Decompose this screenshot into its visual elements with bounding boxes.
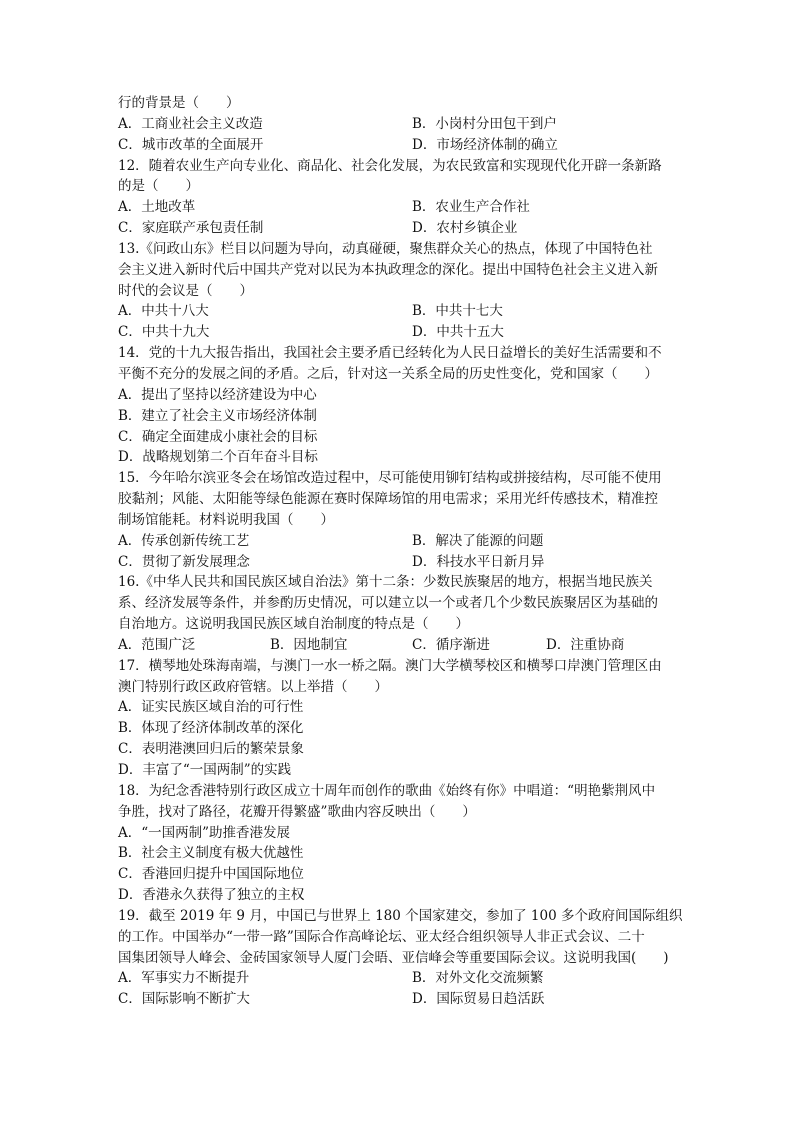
question-12 (118, 156, 678, 239)
option-d: D．国际贸易日趋活跃 (412, 991, 545, 1008)
option-a: A．传承创新传统工艺 (118, 532, 250, 549)
question-text: 的工作。中国举办“一带一路”国际合作高峰论坛、亚太经合组织领导人非正式会议、二十 (118, 928, 645, 945)
option-a: A．“一国两制”助推香港发展 (118, 824, 291, 841)
question-text: 14．党的十九大报告指出，我国社会主要矛盾已经转化为人民日益增长的美好生活需要和不 (118, 345, 662, 362)
option-b: B．建立了社会主义市场经济体制 (118, 407, 317, 424)
option-c: C．表明港澳回归后的繁荣景象 (118, 741, 304, 758)
option-a: A．证实民族区域自治的可行性 (118, 699, 304, 716)
option-b: B．体现了经济体制改革的深化 (118, 720, 304, 737)
option-c: C．贯彻了新发展理念 (118, 553, 250, 570)
option-d: D．市场经济体制的确立 (412, 136, 558, 153)
question-text: 13.《问政山东》栏目以问题为导向，动真碰硬，聚焦群众关心的热点，体现了中国特色社 (118, 240, 653, 257)
option-c: C．国际影响不断扩大 (118, 991, 250, 1008)
option-a: A．提出了坚持以经济建设为中心 (118, 386, 317, 403)
question-13 (118, 239, 678, 343)
question-18 (118, 781, 678, 906)
question-text: 时代的会议是（ ） (118, 282, 253, 299)
question-text: 18．为纪念香港特别行政区成立十周年而创作的歌曲《始终有你》中唱道：“明艳紫荆风中 (118, 782, 656, 799)
option-a: A．中共十八大 (118, 303, 209, 320)
option-a: A．军事实力不断提升 (118, 970, 250, 987)
question-text: 19．截至 2019 年 9 月，中国已与世界上 180 个国家建交，参加了 100 多个政府间国际组织 (118, 907, 683, 924)
option-c: C．中共十九大 (118, 324, 210, 341)
option-c: C．家庭联产承包责任制 (118, 220, 264, 237)
option-b: B．社会主义制度有极大优越性 (118, 845, 304, 862)
option-c: C．确定全面建成小康社会的目标 (118, 428, 318, 445)
question-text: 12．随着农业生产向专业化、商品化、社会化发展，为农民致富和实现现代化开辟一条新路 (118, 157, 662, 174)
option-c: C．城市改革的全面展开 (118, 136, 264, 153)
question-text: 会主义进入新时代后中国共产党对以民为本执政理念的深化。提出中国特色社会主义进入新 (118, 261, 658, 278)
option-d: D．中共十五大 (412, 324, 504, 341)
question-text: 平衡不充分的发展之间的矛盾。之后，针对这一关系全局的历史性变化，党和国家（ ） (118, 365, 658, 382)
question-text: 澳门特别行政区政府管辖。以上举措（ ） (118, 678, 388, 695)
option-b: B．解决了能源的问题 (412, 532, 544, 549)
option-d: D．战略规划第二个百年奋斗目标 (118, 449, 318, 466)
option-d: D．丰富了“一国两制”的实践 (118, 762, 292, 778)
question-14 (118, 343, 678, 468)
question-text: 国集团领导人峰会、金砖国家领导人厦门会晤、亚信峰会等重要国际会议。这说明我国( ) (118, 949, 669, 966)
question-text: 17．横琴地处珠海南端，与澳门一水一桥之隔。澳门大学横琴校区和横琴口岸澳门管理区由 (118, 657, 662, 674)
question-text: 争胜，找对了路径，花瓣开得繁盛”歌曲内容反映出（ ） (118, 803, 476, 820)
option-d: D．注重协商 (546, 636, 625, 653)
question-15 (118, 468, 678, 572)
option-b: B．农业生产合作社 (412, 199, 530, 216)
option-a: A．范围广泛 (118, 636, 196, 653)
question-11 (118, 93, 678, 156)
option-d: D．农村乡镇企业 (412, 220, 518, 237)
question-17 (118, 656, 678, 781)
option-c: C．循序渐进 (412, 636, 490, 653)
option-b: B．对外文化交流频繁 (412, 970, 544, 987)
question-text: 胶黏剂；风能、太阳能等绿色能源在赛时保障场馆的用电需求；采用光纤传感技术，精准控 (118, 491, 658, 508)
option-b: B．小岗村分田包干到户 (412, 115, 557, 132)
question-text: 的是（ ） (118, 178, 199, 195)
question-text: 系、经济发展等条件，并参酌历史情况，可以建立以一个或者几个少数民族聚居区为基础的 (118, 595, 658, 612)
question-16 (118, 572, 678, 655)
option-a: A．工商业社会主义改造 (118, 115, 263, 132)
option-c: C．香港回归提升中国国际地位 (118, 866, 304, 883)
option-b: B．中共十七大 (412, 303, 503, 320)
question-text: 制场馆能耗。材料说明我国（ ） (118, 511, 334, 528)
question-text: 行的背景是（ ） (118, 95, 240, 111)
option-b: B．因地制宜 (270, 636, 348, 653)
question-19 (118, 906, 683, 1010)
exam-page (118, 93, 683, 1010)
question-text: 15．今年哈尔滨亚冬会在场馆改造过程中，尽可能使用铆钉结构或拼接结构，尽可能不使用 (118, 470, 662, 487)
option-d: D．香港永久获得了独立的主权 (118, 887, 305, 904)
question-text: 16.《中华人民共和国民族区域自治法》第十二条：少数民族聚居的地方，根据当地民族关 (118, 574, 653, 591)
option-d: D．科技水平日新月异 (412, 553, 545, 570)
option-a: A．土地改革 (118, 199, 196, 216)
question-text: 自治地方。这说明我国民族区域自治制度的特点是（ ） (118, 616, 469, 633)
